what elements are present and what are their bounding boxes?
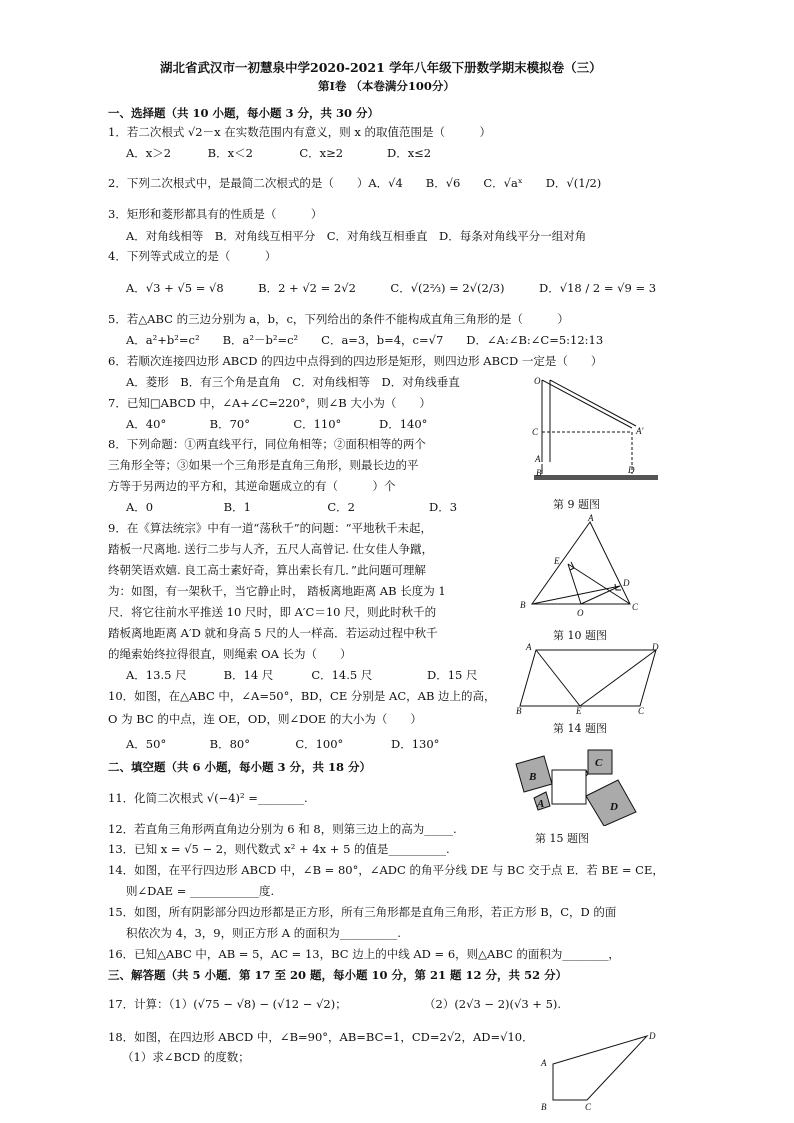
label-d: D	[623, 578, 630, 588]
label-d: D	[628, 465, 635, 475]
q15-line: 15．如图，所有阴影部分四边形都是正方形，所有三角形都是直角三角形，若正方形 B，C，D 的面	[108, 905, 617, 919]
label-b: B	[516, 706, 522, 716]
label-a: A	[526, 642, 532, 652]
q10-option-a: A．50°	[126, 737, 167, 751]
q8-options	[126, 500, 457, 515]
label-b: B	[529, 771, 537, 783]
label-d: D	[610, 801, 618, 813]
q14-line: 14．如图，在平行四边形 ABCD 中，∠B = 80°，∠ADC 的角平分线 DE 与 BC 交于点 E．若 BE = CE，	[108, 863, 664, 877]
triangle-abc	[532, 522, 630, 604]
q9-line: 终朝笑语欢嬉. 良工高士素好奇，算出索长有几．”此问题可理解	[108, 563, 426, 577]
q5-options: A．a²+b²=c² B．a²－b²=c² C．a=3，b=4，c=√7 D．∠A:∠B:∠C=5:12:13	[126, 333, 604, 347]
q8-line: 方等于另两边的平方和，其逆命题成立的有（ ）个	[108, 479, 396, 493]
label-c: C	[632, 602, 639, 612]
q6-stem: 6．若顺次连接四边形 ABCD 的四边中点得到的四边形是矩形，则四边形 ABCD 一定是（ ）	[108, 354, 603, 368]
q8-line: 8．下列命题：①两直线平行，同位角相等；②面积相等的两个	[108, 437, 426, 451]
segment-oe	[568, 564, 581, 604]
q5-stem: 5．若△ABC 的三边分别为 a，b，c，下列给出的条件不能构成直角三角形的是（ ）	[108, 312, 569, 326]
q1-option-c: C．x≥2	[299, 146, 344, 160]
q10-option-b: B．80°	[209, 737, 250, 751]
page-subtitle: 第Ⅰ卷 （本卷满分100分）	[318, 79, 455, 93]
q8-option-d: D．3	[428, 500, 458, 514]
q9-line: 尺．将它往前水平推送 10 尺时，即 A′C＝10 尺，则此时秋千的	[108, 605, 437, 619]
q14-line: 则∠DAE = ____________度.	[126, 884, 275, 898]
section2-heading: 二、填空题（共 6 小题，每小题 3 分，共 18 分）	[108, 760, 372, 774]
label-a: A	[537, 798, 545, 810]
q9-option-a: A．13.5 尺	[126, 668, 187, 682]
label-c: C	[585, 1102, 592, 1112]
label-a: A	[588, 513, 594, 523]
q16: 16．已知△ABC 中，AB = 5，AC = 13，BC 边上的中线 AD = 6，则△ABC 的面积为________，	[108, 947, 620, 961]
rope-oa-swung-line-2	[550, 380, 636, 426]
figure-10	[512, 512, 652, 624]
q7-option-d: D．140°	[378, 417, 428, 431]
figure-14-caption: 第 14 题图	[553, 722, 607, 735]
q4-stem: 4．下列等式成立的是（ ）	[108, 249, 277, 263]
label-o: O	[534, 376, 541, 386]
figure-9	[528, 372, 664, 492]
figure-15	[506, 742, 666, 826]
q9-option-d: D．15 尺	[426, 668, 478, 682]
label-a: A	[535, 454, 541, 464]
q1-option-a: A．x＞2	[126, 146, 172, 160]
q8-option-a: A．0	[126, 500, 154, 514]
rope-oa-swung-line	[542, 380, 632, 428]
page-title: 湖北省武汉市一初慧泉中学2020-2021 学年八年级下册数学期末模拟卷（三）	[160, 60, 602, 75]
q8-option-c: C．2	[327, 500, 355, 514]
figure-14	[512, 640, 664, 716]
q4-options: A．√3 + √5 = √8 B．2 + √2 = 2√2 C．√(2⅔) = 2√(2/3) D．√18 / 2 = √9 = 3	[126, 281, 657, 295]
label-e: E	[576, 706, 582, 716]
q7-option-a: A．40°	[126, 417, 167, 431]
center-square	[552, 770, 586, 804]
figure-15-caption: 第 15 题图	[535, 832, 589, 845]
q1-option-d: D．x≤2	[386, 146, 432, 160]
label-b: B	[520, 600, 526, 610]
q7-option-c: C．110°	[293, 417, 342, 431]
q9-option-b: B．14 尺	[223, 668, 274, 682]
q15-line: 积依次为 4，3，9，则正方形 A 的面积为__________.	[126, 926, 401, 940]
label-a: A	[541, 1058, 547, 1068]
q13: 13．已知 x = √5 − 2，则代数式 x² + 4x + 5 的值是__________.	[108, 842, 450, 856]
q9-line: 的绳索始终拉得很直，则绳索 OA 长为（ ）	[108, 647, 352, 661]
segment-ae	[536, 650, 580, 706]
q18-stem: 18．如图，在四边形 ABCD 中，∠B=90°，AB=BC=1，CD=2√2，AD=√10．	[108, 1030, 534, 1044]
q10-line: 10．如图，在△ABC 中，∠A=50°，BD，CE 分别是 AC，AB 边上的高，	[108, 689, 496, 703]
ground-bar	[534, 475, 658, 480]
q17-part1: 17．计算：（1）(√75 − √8) − (√12 − √2)；	[108, 997, 347, 1011]
section3-heading: 三、解答题（共 5 小题．第 17 至 20 题，每小题 10 分，第 21 题 12 分，共 52 分）	[108, 968, 568, 982]
segment-de	[580, 650, 656, 706]
label-c: C	[532, 427, 539, 437]
segment-od	[581, 586, 620, 604]
q17-part2: （2）(2√3 − 2)(√3 + 5).	[424, 997, 562, 1011]
q1-options	[126, 146, 431, 161]
q7-option-b: B．70°	[209, 417, 250, 431]
q10-line: O 为 BC 的中点，连 OE，OD，则∠DOE 的大小为（ ）	[108, 712, 422, 726]
q10-option-c: C．100°	[295, 737, 344, 751]
label-e: E	[554, 556, 560, 566]
q11: 11．化简二次根式 √(−4)² =________.	[108, 791, 308, 805]
label-a-prime: A′	[636, 426, 644, 436]
q8-line: 三角形全等；③如果一个三角形是直角三角形，则最长边的平	[108, 458, 419, 472]
q9-option-c: C．14.5 尺	[311, 668, 373, 682]
q10-options	[126, 737, 439, 752]
q1-option-b: B．x＜2	[207, 146, 253, 160]
label-c: C	[638, 706, 645, 716]
q7-stem: 7．已知□ABCD 中，∠A+∠C=220°，则∠B 大小为（ ）	[108, 396, 431, 410]
figure-18	[535, 1030, 665, 1114]
q18-part1: （1）求∠BCD 的度数；	[122, 1050, 250, 1064]
q7-options	[126, 417, 427, 432]
q9-line: 踏板一尺离地. 送行二步与人齐，五尺人高曾记. 仕女佳人争蹴，	[108, 542, 434, 556]
q9-options	[126, 668, 477, 683]
q8-option-b: B．1	[223, 500, 251, 514]
label-d: D	[649, 1031, 656, 1041]
section1-heading: 一、选择题（共 10 小题，每小题 3 分，共 30 分）	[108, 106, 380, 120]
label-d: D	[652, 642, 659, 652]
q1-stem: 1．若二次根式 √2－x 在实数范围内有意义，则 x 的取值范围是（ ）	[108, 125, 492, 139]
label-b: B	[536, 468, 542, 478]
q9-line: 9．在《算法统宗》中有一道“荡秋千”的问题：“平地秋千未起，	[108, 521, 432, 535]
q9-line: 为：如图，有一架秋千，当它静止时， 踏板离地距离 AB 长度为 1	[108, 584, 446, 598]
quadrilateral-abcd	[553, 1036, 647, 1100]
figure-9-caption: 第 9 题图	[553, 498, 600, 511]
label-o: O	[577, 608, 584, 618]
q3-options: A．对角线相等 B．对角线互相平分 C．对角线互相垂直 D．每条对角线平分一组对角	[126, 229, 587, 243]
q10-option-d: D．130°	[390, 737, 440, 751]
label-c: C	[595, 757, 603, 769]
q3-stem: 3．矩形和菱形都具有的性质是（ ）	[108, 207, 323, 221]
figure-10-caption: 第 10 题图	[553, 629, 607, 642]
q12: 12．若直角三角形两直角边分别为 6 和 8，则第三边上的高为_____.	[108, 822, 457, 836]
parallelogram-abcd	[520, 650, 656, 706]
q9-line: 踏板离地距离 A′D 就和身高 5 尺的人一样高．若运动过程中秋千	[108, 626, 438, 640]
q2-stem: 2．下列二次根式中，是最简二次根式的是（ ）A．√4 B．√6 C．√aˣ D．√(1/2)	[108, 176, 602, 190]
q6-options: A．菱形 B．有三个角是直角 C．对角线相等 D．对角线垂直	[126, 375, 460, 389]
label-b: B	[541, 1102, 547, 1112]
